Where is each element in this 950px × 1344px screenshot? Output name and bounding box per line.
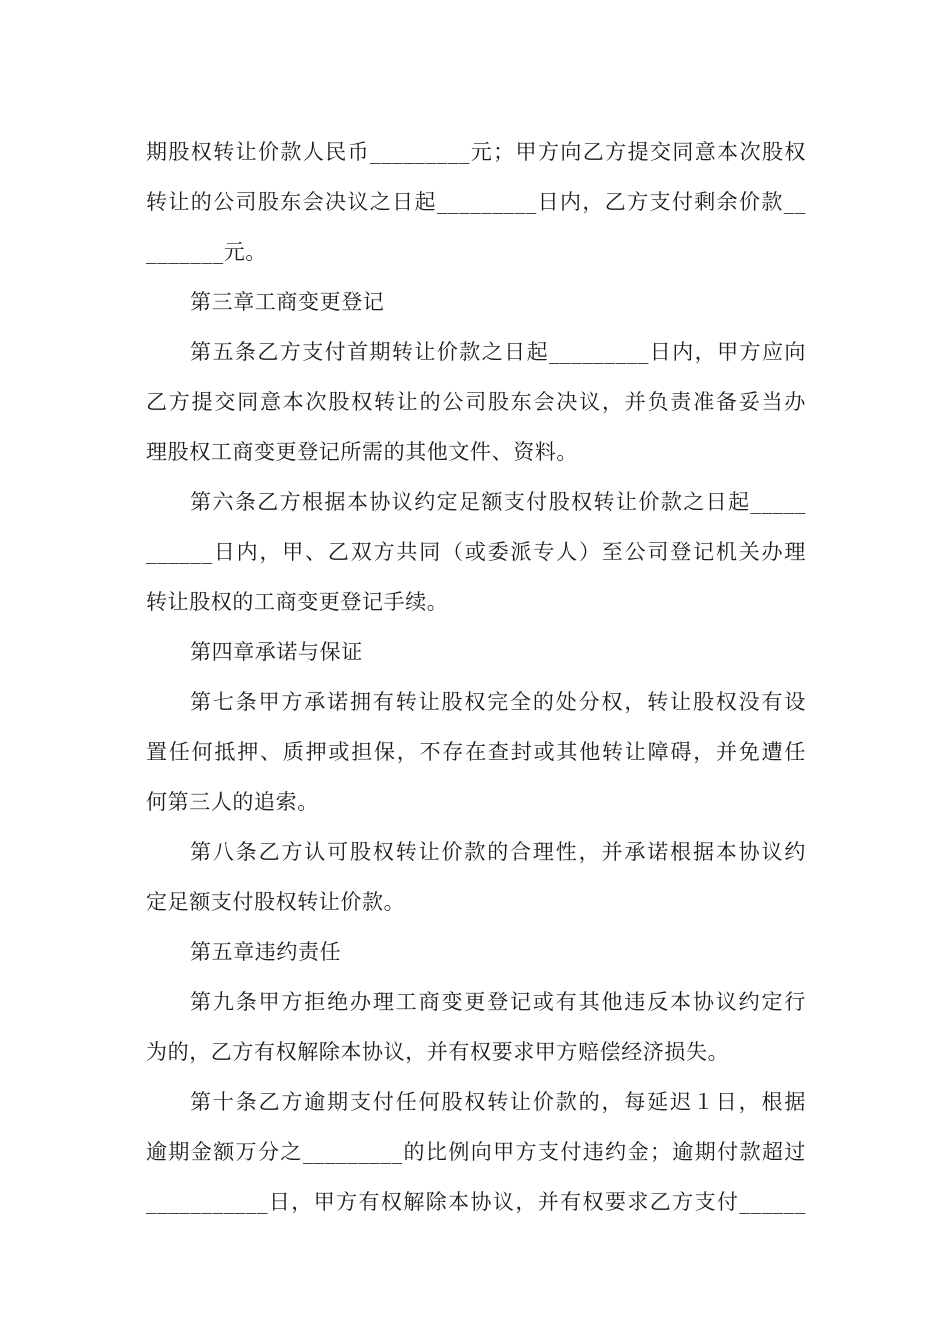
text-line: 逾期金额万分之_________的比例向甲方支付违约金；逾期付款超过 — [146, 1140, 806, 1164]
text-line: 转让股权的工商变更登记手续。 — [146, 590, 449, 614]
paragraph-line: 第八条乙方认可股权转让价款的合理性，并承诺根据本协议约 — [190, 840, 806, 864]
paragraph-line: 第七条甲方承诺拥有转让股权完全的处分权，转让股权没有设 — [190, 690, 806, 714]
chapter-heading: 第三章工商变更登记 — [190, 290, 385, 314]
paragraph-line: 第五条乙方支付首期转让价款之日起_________日内，甲方应向 — [190, 340, 806, 364]
text-line: 转让的公司股东会决议之日起_________日内，乙方支付剩余价款__ — [146, 190, 806, 214]
chapter-heading: 第五章违约责任 — [190, 940, 342, 964]
text-line: 定足额支付股权转让价款。 — [146, 890, 406, 914]
paragraph-line: 第十条乙方逾期支付任何股权转让价款的，每延迟１日，根据 — [190, 1090, 806, 1114]
text-line: 为的，乙方有权解除本协议，并有权要求甲方赔偿经济损失。 — [146, 1040, 730, 1064]
text-line: 理股权工商变更登记所需的其他文件、资料。 — [146, 440, 578, 464]
text-line: 置任何抵押、质押或担保，不存在查封或其他转让障碍，并免遭任 — [146, 740, 806, 764]
chapter-heading: 第四章承诺与保证 — [190, 640, 363, 664]
text-line: ___________日，甲方有权解除本协议，并有权要求乙方支付______ — [146, 1190, 806, 1214]
paragraph-line: 第六条乙方根据本协议约定足额支付股权转让价款之日起_____ — [190, 490, 806, 514]
text-line: 何第三人的追索。 — [146, 790, 319, 814]
paragraph-line: 第九条甲方拒绝办理工商变更登记或有其他违反本协议约定行 — [190, 990, 806, 1014]
text-line: ______日内，甲、乙双方共同（或委派专人）至公司登记机关办理 — [146, 540, 806, 564]
text-line: _______元。 — [146, 240, 267, 264]
text-line: 乙方提交同意本次股权转让的公司股东会决议，并负责准备妥当办 — [146, 390, 806, 414]
text-line: 期股权转让价款人民币_________元；甲方向乙方提交同意本次股权 — [146, 140, 806, 164]
